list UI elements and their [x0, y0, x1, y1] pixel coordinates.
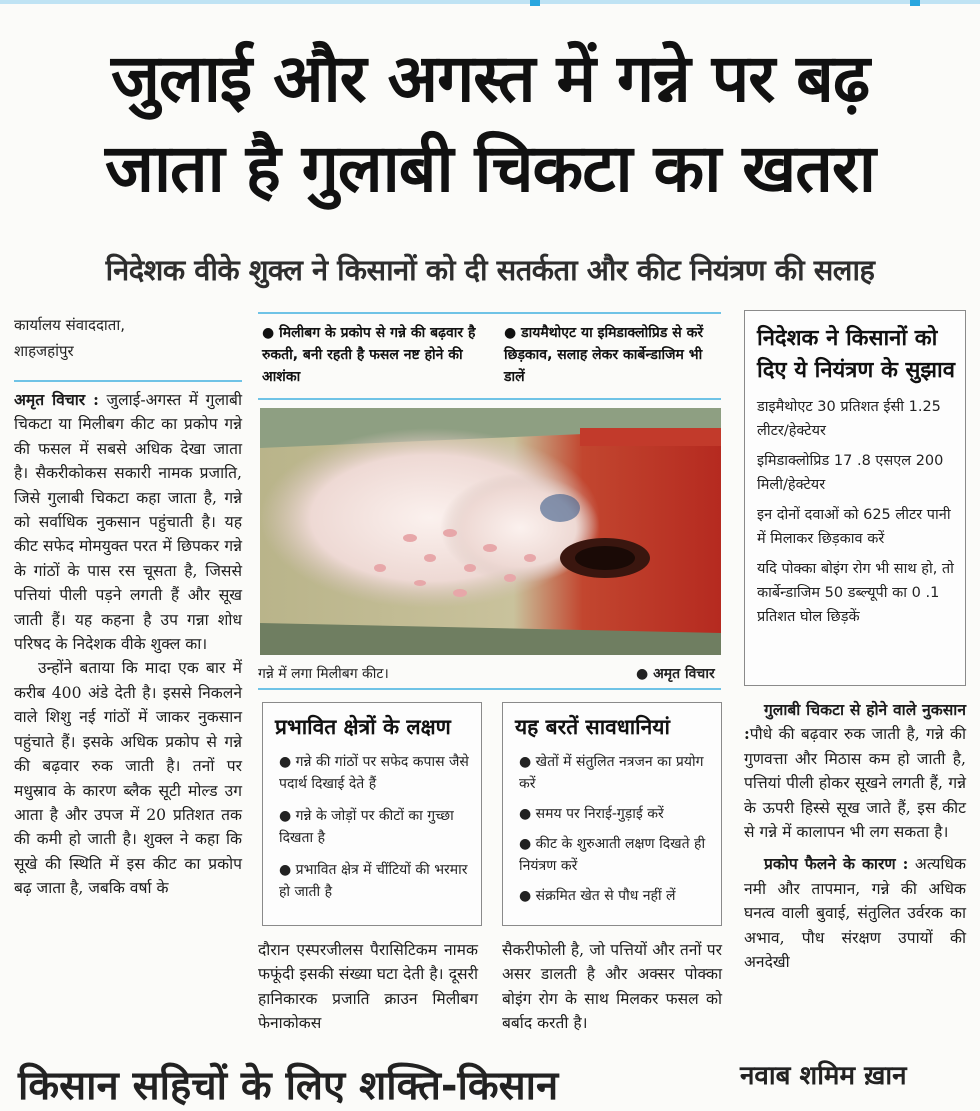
photo-credit: ● अमृत विचार [636, 666, 715, 682]
causes-paragraph [744, 852, 966, 974]
symptom-text: गन्ने की गांठों पर सफेद कपास जैसे पदार्थ दिखाई देते हैं [279, 754, 469, 792]
highlight-2-text: डायमैथोएट या इमिडाक्लोप्रिड से करें छिड़काव, सलाह लेकर कार्बेन्डाजिम भी डालें [504, 325, 704, 385]
precaution-text: खेतों में संतुलित नत्रजन का प्रयोग करें [519, 754, 704, 792]
control-tips-box [744, 310, 966, 686]
precaution-item: ● संक्रमित खेत से पौध नहीं लें [519, 888, 676, 904]
column-4 [744, 698, 966, 1038]
column-3-continued: सैकरीफोली है, जो पत्तियों और तनों पर असर डालती है और अक्सर पोक्का बोइंग रोग के साथ मिलकर फसल को बर्बाद करती है। [502, 941, 722, 1033]
precaution-item: ● खेतों में संतुलित नत्रजन का प्रयोग करें [519, 754, 704, 792]
sugarcane-illustration [260, 408, 721, 655]
control-tip: यदि पोक्का बोइंग रोग भी साथ हो, तो कार्बेन्डाजिम 50 डब्ल्यूपी का 0 .1 प्रतिशत घोल छिड़कें [757, 561, 954, 625]
precaution-text: कीट के शुरुआती लक्षण दिखते ही नियंत्रण करें [519, 836, 706, 874]
precaution-item: ● कीट के शुरुआती लक्षण दिखते ही नियंत्रण करें [519, 836, 706, 874]
headline-line-2: जाता है गुलाबी चिकटा का खतरा [104, 130, 876, 207]
lead-label: अमृत विचार : [14, 390, 99, 409]
next-headline-right: नवाब शमिम ख़ान [740, 1061, 907, 1091]
paragraph-2: उन्होंने बताया कि मादा एक बार में करीब 400 अंडे देती है। इससे निकलने वाले शिशु नई गांठों में जाकर नुकसान पहुंचाते हैं। इसके अधिक प्रकोप से गन्ने की बढ़वार रुक जाती है। तनों पर मधुस्राव के कारण ब्लैक सूटी मोल्ड उग आता है और उपज में 20 प्रतिशत तक की कमी हो जाती है। शुक्ल ने कहा कि सूखे की स्थिति में इस कीट का प्रकोप बढ़ जाता है, जबकि वर्षा के [14, 659, 242, 898]
symptoms-box [262, 702, 482, 926]
top-rule [0, 0, 980, 4]
caption-rule [258, 688, 721, 690]
lead-paragraph [14, 388, 242, 656]
control-tip: इन दोनों दवाओं को 625 लीटर पानी में मिलाकर छिड़काव करें [757, 507, 951, 547]
symptom-item: ● गन्ने की गांठों पर सफेद कपास जैसे पदार्थ दिखाई देते हैं [279, 754, 469, 792]
symptom-text: गन्ने के जोड़ों पर कीटों का गुच्छा दिखता है [279, 808, 454, 846]
precaution-text: संक्रमित खेत से पौध नहीं लें [535, 888, 676, 904]
highlight-rule-bottom [258, 398, 721, 400]
causes-text: अत्यधिक नमी और तापमान, गन्ने की अधिक घनत्व वाली बुवाई, संतुलित उर्वरक का अभाव, पौध संरक्षण उपायों की अनदेखी [744, 855, 966, 972]
highlight-1-text: मिलीबग के प्रकोप से गन्ने की बढ़वार है रुकती, बनी रहती है फसल नष्ट होने की आशंका [262, 325, 476, 385]
symptom-item: ● प्रभावित क्षेत्र में चींटियों की भरमार हो जाती है [279, 862, 468, 900]
control-tip: इमिडाक्लोप्रिड 17 .8 एसएल 200 मिली/हेक्टेयर [757, 453, 944, 493]
mealybug-photo [260, 408, 721, 655]
column-1 [14, 388, 242, 1038]
top-mark [910, 0, 920, 6]
photo-caption: गन्ने में लगा मिलीबग कीट। [258, 666, 389, 682]
causes-label: प्रकोप फैलने के कारण : [764, 854, 909, 874]
next-headline-left: किसान सहिचों के लिए शक्ति-किसान [18, 1063, 559, 1109]
highlight-2: ● डायमैथोएट या इमिडाक्लोप्रिड से करें छिड़काव, सलाह लेकर कार्बेन्डाजिम भी डालें [504, 325, 704, 385]
precaution-item: ● समय पर निराई-गुड़ाई करें [519, 806, 664, 822]
subheadline: निदेशक वीके शुक्ल ने किसानों को दी सतर्कता और कीट नियंत्रण की सलाह [105, 253, 875, 287]
highlight-1: ● मिलीबग के प्रकोप से गन्ने की बढ़वार है रुकती, बनी रहती है फसल नष्ट होने की आशंका [262, 325, 476, 385]
top-mark [530, 0, 540, 6]
losses-paragraph [744, 698, 966, 844]
symptoms-title: प्रभावित क्षेत्रों के लक्षण [275, 715, 451, 739]
precaution-text: समय पर निराई-गुड़ाई करें [535, 806, 664, 822]
next-article-strip [0, 1050, 980, 1109]
column-2-continued: दौरान एस्परजीलस पैरासिटिकम नामक फफूंदी इसकी संख्या घटा देती है। दूसरी हानिकारक प्रजाति क्राउन मिलीबग फेनाकोकस [258, 941, 478, 1033]
losses-label: गुलाबी चिकटा से होने वाले नुकसान : [744, 700, 966, 744]
byline-desk: कार्यालय संवाददाता, [14, 316, 126, 334]
byline [14, 312, 125, 364]
photo-credit-text: अमृत विचार [653, 666, 715, 682]
precautions-box [502, 702, 722, 926]
headline-line-1: जुलाई और अगस्त में गन्ने पर बढ़ [110, 40, 870, 117]
control-tips-title: निदेशक ने किसानों को दिए ये नियंत्रण के सुझाव [757, 326, 955, 383]
lead-text: जुलाई-अगस्त में गुलाबी चिकटा या मिलीबग कीट का प्रकोप गन्ने की फसल में सबसे अधिक देखा जाता है। सैकरीकोकस सकारी नामक प्रजाति, जिसे गुलाबी चिकटा कहा जाता है, गन्ने को सर्वाधिक नुकसान पहुंचाती है। यह कीट सफेद मोमयुक्त परत में छिपकर गन्ने के गांठों के पास रस चूसता है, जिससे पत्तियां पीली पड़ने लगती हैं और सूख जाती हैं। यह कहना है उप गन्ना शोध परिषद के निदेशक वीके शुक्ल का। [14, 391, 242, 654]
highlight-rule-top [258, 312, 721, 314]
byline-rule [14, 380, 242, 382]
control-tip: डाइमैथोएट 30 प्रतिशत ईसी 1.25 लीटर/हेक्टेयर [757, 399, 941, 439]
headline [0, 34, 980, 214]
symptom-text: प्रभावित क्षेत्र में चींटियों की भरमार हो जाती है [279, 862, 468, 900]
precautions-title: यह बरतें सावधानियां [515, 715, 670, 739]
byline-city: शाहजहांपुर [14, 342, 74, 360]
losses-text: पौधे की बढ़वार रुक जाती है, गन्ने की गुणवत्ता और मिठास कम हो जाती है, पत्तियां पीली होकर सूखने लगती हैं, गन्ने के ऊपरी हिस्से सूख जाते हैं, इस कीट से गन्ने में कालापन भी लग सकता है। [744, 725, 966, 842]
symptom-item: ● गन्ने के जोड़ों पर कीटों का गुच्छा दिखता है [279, 808, 454, 846]
